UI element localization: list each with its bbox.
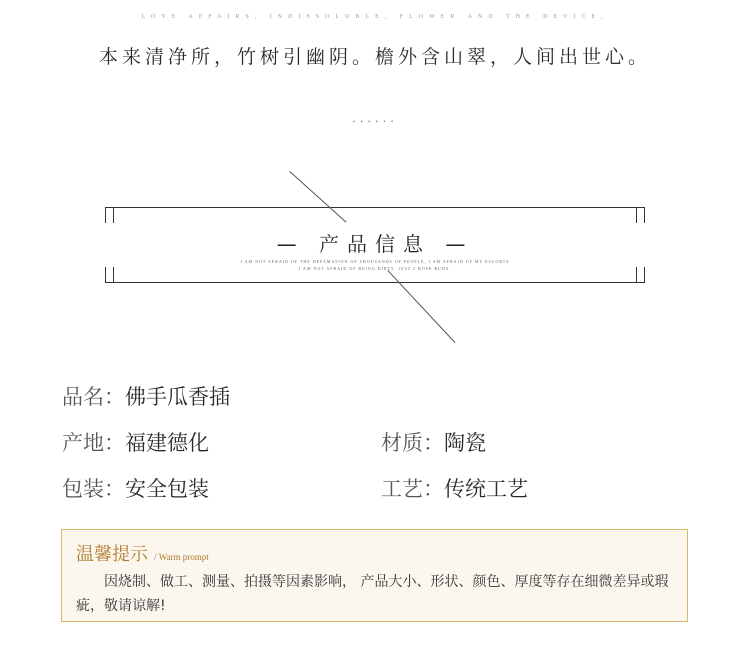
notice-text: 因烧制、做工、测量、拍摄等因素影响， 产品大小、形状、颜色、厚度等存在细微差异或瑕疵，敬请谅解! (76, 574, 669, 614)
section-subtitle-line2: I AM NOT AFRAID OF BEING DIRTY, JUST 2 ROSE BUDS. (298, 266, 452, 271)
notice-box (61, 529, 688, 622)
header-poem: 本来清净所，竹树引幽阴。檐外含山翠，人间出世心。 (98, 46, 651, 68)
frame-bracket-tl-inner (113, 207, 114, 223)
header-tagline: LOVE AFFAIRS, INDISSOLUBLE, FLOWER AND THE DEVICE, (141, 14, 609, 20)
frame-top-line (105, 207, 645, 208)
product-craft-value: 传统工艺 (444, 477, 528, 501)
product-package-row (62, 473, 209, 503)
notice-subtitle: / Warm prompt (154, 552, 209, 562)
diagonal-line-lower (387, 270, 455, 343)
section-subtitle-line1: I AM NOT AFRAID OF THE DEFAMATION OF THOUSANDS OF PEOPLE, I AM AFRAID OF MY ESCORTS (240, 259, 510, 264)
product-material-row (381, 427, 486, 457)
product-name-label: 品名： (62, 385, 125, 409)
product-material-value: 陶瓷 (444, 431, 486, 455)
product-origin-label: 产地： (62, 431, 125, 455)
frame-bracket-tr-inner (636, 207, 637, 223)
frame-bracket-tl (105, 207, 106, 223)
product-craft-label: 工艺： (381, 477, 444, 501)
product-origin-row (62, 427, 209, 457)
product-package-value: 安全包装 (125, 477, 209, 501)
product-name-value: 佛手瓜香插 (125, 385, 230, 409)
notice-title-row (76, 540, 209, 566)
product-material-label: 材质： (381, 431, 444, 455)
product-package-label: 包装： (62, 477, 125, 501)
frame-bottom-line (105, 282, 645, 283)
decorative-dots: ...... (352, 110, 398, 125)
section-title: — 产品信息 — (276, 232, 474, 256)
product-craft-row (381, 473, 528, 503)
product-origin-value: 福建德化 (125, 431, 209, 455)
diagonal-line-upper (289, 171, 346, 223)
frame-bracket-tr (644, 207, 645, 223)
notice-title: 温馨提示 (76, 544, 148, 565)
product-name-row (62, 381, 230, 411)
